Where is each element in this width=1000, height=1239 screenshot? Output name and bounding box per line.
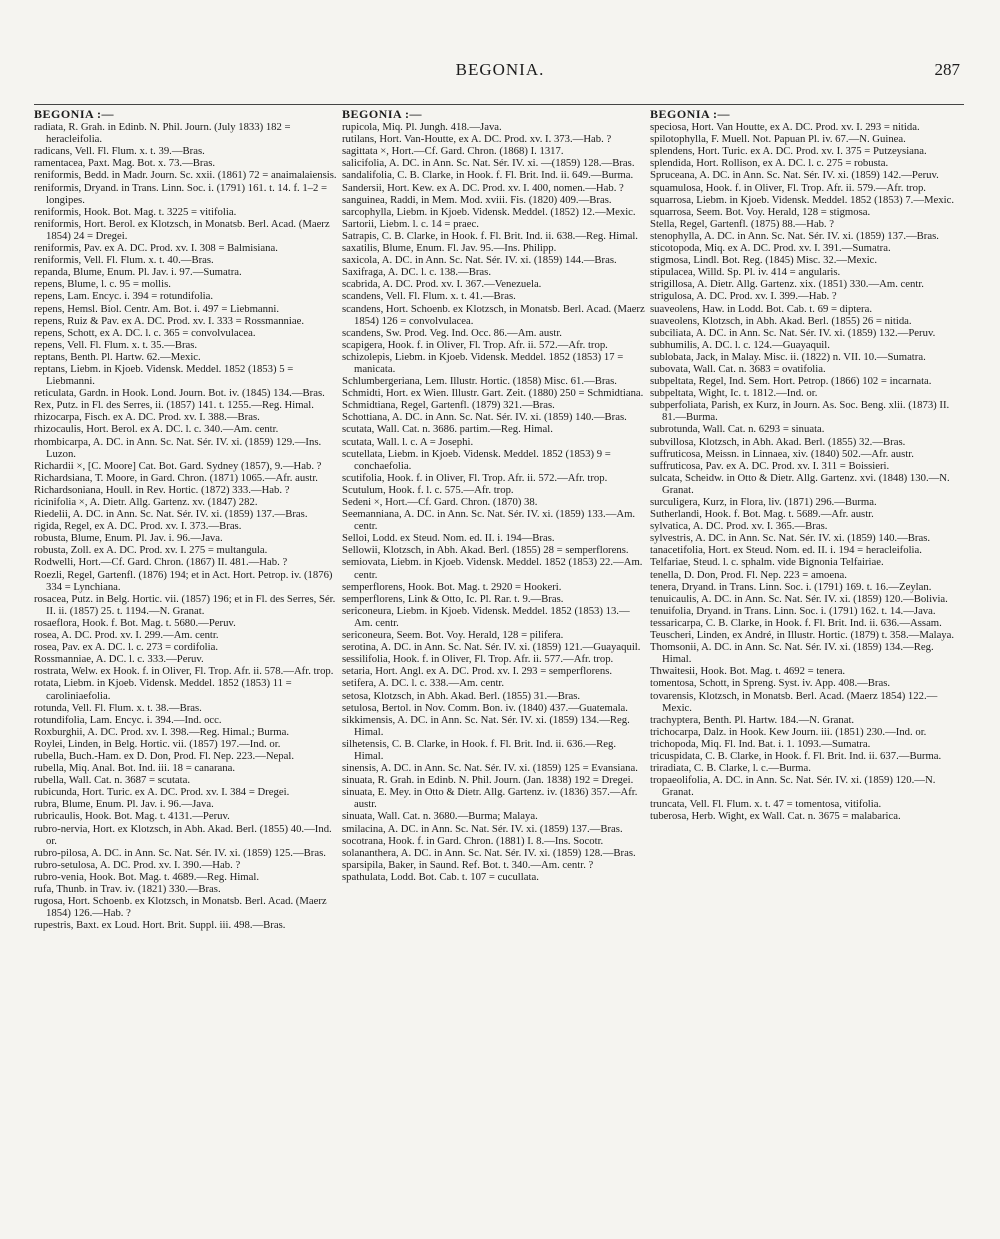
index-entry: setulosa, Bertol. in Nov. Comm. Bon. iv. (1840) 437.—Guatemala. [342, 701, 628, 714]
index-entry: subrotunda, Wall. Cat. n. 6293 = sinuata. [650, 423, 825, 436]
index-entry: stipulacea, Willd. Sp. Pl. iv. 414 = angularis. [650, 266, 841, 279]
index-entry: smilacina, A. DC. in Ann. Sc. Nat. Sér. IV. xi. (1859) 137.—Bras. [342, 822, 623, 835]
index-entry: splendens, Hort. Turic. ex A. DC. Prod. xv. I. 375 = Putzeysiana. [650, 145, 927, 158]
index-entry: squarrosa, Liebm. in Kjoeb. Vidensk. Meddel. 1852 (1853) 7.—Mexic. [650, 193, 954, 206]
index-entry: reniformis, Bedd. in Madr. Journ. Sc. xxii. (1861) 72 = anaimalaiensis. [34, 169, 337, 182]
index-entry: Riedelii, A. DC. in Ann. Sc. Nat. Sér. IV. xi. (1859) 137.—Bras. [34, 508, 308, 521]
index-entry: robusta, Blume, Enum. Pl. Jav. i. 96.—Java. [34, 532, 223, 545]
index-entry: rubra, Blume, Enum. Pl. Jav. i. 96.—Java. [34, 798, 214, 811]
index-entry: rotundifolia, Lam. Encyc. i. 394.—Ind. occ. [34, 713, 222, 726]
index-entry: sarcophylla, Liebm. in Kjoeb. Vidensk. Meddel. (1852) 12.—Mexic. [342, 205, 636, 218]
index-entry: sericoneura, Liebm. in Kjoeb. Vidensk. Meddel. 1852 (1853) 13.—Am. centr. [342, 604, 630, 629]
index-entry: Seemanniana, A. DC. in Ann. Sc. Nat. Sér. IV. xi. (1859) 133.—Am. centr. [342, 508, 636, 533]
index-entry: Satrapis, C. B. Clarke, in Hook. f. Fl. Brit. Ind. ii. 638.—Reg. Himal. [342, 229, 638, 242]
index-entry: trachyptera, Benth. Pl. Hartw. 184.—N. Granat. [650, 713, 855, 726]
index-entry: suffruticosa, Meissn. in Linnaea, xiv. (1840) 502.—Afr. austr. [650, 447, 914, 460]
index-entry: squamulosa, Hook. f. in Oliver, Fl. Trop. Afr. ii. 579.—Afr. trop. [650, 181, 926, 194]
index-entry: tomentosa, Schott, in Spreng. Syst. iv. App. 408.—Bras. [650, 677, 891, 690]
index-entry: schizolepis, Liebm. in Kjoeb. Vidensk. Meddel. 1852 (1853) 17 = manicata. [342, 350, 624, 375]
index-entry: rupicola, Miq. Pl. Jungh. 418.—Java. [342, 121, 502, 134]
index-entry: setaria, Hort. Angl. ex A. DC. Prod. xv. I. 293 = semperflorens. [342, 665, 613, 678]
index-entry: Teuscheri, Linden, ex André, in Illustr. Hortic. (1879) t. 358.—Malaya. [650, 629, 955, 642]
index-entry: ramentacea, Paxt. Mag. Bot. x. 73.—Bras. [34, 157, 216, 170]
index-entry: scutifolia, Hook. f. in Oliver, Fl. Trop. Afr. ii. 572.—Afr. trop. [342, 471, 608, 484]
index-entry: rutilans, Hort. Van-Houtte, ex A. DC. Prod. xv. I. 373.—Hab. ? [342, 133, 612, 146]
column-heading: BEGONIA :— [342, 108, 423, 121]
index-entry: scandens, Vell. Fl. Flum. x. t. 41.—Bras. [342, 290, 516, 303]
index-entry: rufa, Thunb. in Trav. iv. (1821) 330.—Bras. [34, 883, 221, 895]
index-entry: triradiata, C. B. Clarke, l. c.—Burma. [650, 762, 811, 775]
index-entry: spathulata, Lodd. Bot. Cab. t. 107 = cucullata. [342, 870, 539, 883]
index-entry: radiata, R. Grah. in Edinb. N. Phil. Journ. (July 1833) 182 = heracleifolia. [34, 121, 291, 146]
index-entry: subvillosa, Klotzsch, in Abh. Akad. Berl. (1855) 32.—Bras. [650, 435, 906, 448]
index-entry: tovarensis, Klotzsch, in Monatsb. Berl. Acad. (Maerz 1854) 122.—Mexic. [650, 689, 938, 714]
index-entry: Sandersii, Hort. Kew. ex A. DC. Prod. xv. I. 400, nomen.—Hab. ? [342, 181, 624, 194]
index-entry: semiovata, Liebm. in Kjoeb. Vidensk. Meddel. 1852 (1853) 22.—Am. centr. [342, 556, 643, 581]
index-entry: rubro-pilosa, A. DC. in Ann. Sc. Nat. Sér. IV. xi. (1859) 125.—Bras. [34, 846, 326, 859]
index-entry: spilotophylla, F. Muell. Not. Papuan Pl. iv. 67.—N. Guinea. [650, 133, 906, 146]
index-entry: Rex, Putz. in Fl. des Serres, ii. (1857) 141. t. 1255.—Reg. Himal. [34, 399, 314, 412]
index-entry: sikkimensis, A. DC. in Ann. Sc. Nat. Sér. IV. xi. (1859) 134.—Reg. Himal. [342, 713, 630, 738]
index-entry: tricuspidata, C. B. Clarke, in Hook. f. Fl. Brit. Ind. ii. 637.—Burma. [650, 749, 942, 762]
index-entry: rubella, Miq. Anal. Bot. Ind. iii. 18 = canarana. [34, 762, 236, 775]
index-entry: rotunda, Vell. Fl. Flum. x. t. 38.—Bras. [34, 701, 202, 714]
index-entry: scapigera, Hook. f. in Oliver, Fl. Trop. Afr. ii. 572.—Afr. trop. [342, 338, 608, 351]
index-entry: saxicola, A. DC. in Ann. Sc. Nat. Sér. IV. xi. (1859) 144.—Bras. [342, 254, 617, 267]
index-entry: sinuata, Wall. Cat. n. 3680.—Burma; Malaya. [342, 810, 538, 823]
index-entry: salicifolia, A. DC. in Ann. Sc. Nat. Sér. IV. xi. —(1859) 128.—Bras. [342, 157, 635, 170]
index-entry: sylvatica, A. DC. Prod. xv. I. 365.—Bras. [650, 520, 828, 533]
running-head [0, 60, 1000, 88]
index-entry: tuberosa, Herb. Wight, ex Wall. Cat. n. 3675 = malabarica. [650, 810, 901, 823]
index-entry: sagittata ×, Hort.—Cf. Gard. Chron. (1868) I. 1317. [342, 145, 564, 158]
index-entry: Rossmanniae, A. DC. l. c. 333.—Peruv. [34, 653, 204, 666]
column-heading: BEGONIA :— [34, 108, 115, 121]
index-entry: Thwaitesii, Hook. Bot. Mag. t. 4692 = tenera. [650, 665, 846, 678]
index-entry: rigida, Regel, ex A. DC. Prod. xv. I. 373.—Bras. [34, 520, 242, 533]
index-entry: tenera, Dryand. in Trans. Linn. Soc. i. (1791) 169. t. 16.—Zeylan. [650, 580, 932, 593]
index-entry: silhetensis, C. B. Clarke, in Hook. f. Fl. Brit. Ind. ii. 636.—Reg. Himal. [342, 737, 617, 762]
index-entry: scutata, Wall. Cat. n. 3686. partim.—Reg. Himal. [342, 423, 553, 436]
index-entry: Roezli, Regel, Gartenfl. (1876) 194; et in Act. Hort. Petrop. iv. (1876) 334 = Lynchiana. [34, 568, 333, 593]
index-entry: suffruticosa, Pav. ex A. DC. Prod. xv. I. 311 = Boissieri. [650, 459, 890, 472]
text-column-2 [342, 108, 646, 1228]
index-entry: Roylei, Linden, in Belg. Hortic. vii. (1857) 197.—Ind. or. [34, 737, 281, 750]
index-entry: trichopoda, Miq. Fl. Ind. Bat. i. 1. 1093.—Sumatra. [650, 737, 871, 750]
index-entry: Richardsiana, T. Moore, in Gard. Chron. (1871) 1065.—Afr. austr. [34, 471, 318, 484]
index-entry: Telfariae, Steud. l. c. sphalm. vide Bignonia Telfairiae. [650, 556, 884, 569]
index-entry: reptans, Liebm. in Kjoeb. Vidensk. Meddel. 1852 (1853) 5 = Liebmanni. [34, 362, 294, 388]
index-entry: sinuata, E. Mey. in Otto & Dietr. Allg. Gartenz. iv. (1836) 357.—Afr. austr. [342, 786, 638, 811]
index-entry: squarrosa, Seem. Bot. Voy. Herald, 128 = stigmosa. [650, 205, 871, 218]
index-entry: suaveolens, Klotzsch, in Abh. Akad. Berl. (1855) 26 = nitida. [650, 314, 912, 327]
index-entry: Richardii ×, [C. Moore] Cat. Bot. Gard. Sydney (1857), 9.—Hab. ? [34, 459, 322, 472]
index-entry: subovata, Wall. Cat. n. 3683 = ovatifolia. [650, 362, 826, 375]
index-entry: repanda, Blume, Enum. Pl. Jav. i. 97.—Sumatra. [34, 266, 242, 279]
index-entry: strigillosa, A. Dietr. Allg. Gartenz. xix. (1851) 330.—Am. centr. [650, 278, 924, 291]
index-entry: rotata, Liebm. in Kjoeb. Vidensk. Meddel. 1852 (1853) 11 = caroliniaefolia. [34, 677, 292, 702]
header-rule [34, 104, 964, 105]
index-entry: Richardsoniana, Houll. in Rev. Hortic. (1872) 333.—Hab. ? [34, 483, 290, 496]
index-entry: rosaeflora, Hook. f. Bot. Mag. t. 5680.—Peruv. [34, 616, 236, 629]
index-entry: tenuicaulis, A. DC. in Ann. Sc. Nat. Sér. IV. xi. (1859) 120.—Bolivia. [650, 592, 948, 605]
index-entry: Rodwelli, Hort.—Cf. Gard. Chron. (1867) II. 481.—Hab. ? [34, 556, 288, 569]
index-entry: solananthera, A. DC. in Ann. Sc. Nat. Sér. IV. xi. (1859) 128.—Bras. [342, 846, 636, 859]
index-entry: sericoneura, Seem. Bot. Voy. Herald, 128 = pilifera. [342, 629, 564, 642]
index-entry: sandalifolia, C. B. Clarke, in Hook. f. Fl. Brit. Ind. ii. 649.—Burma. [342, 169, 634, 182]
index-entry: Spruceana, A. DC. in Ann. Sc. Nat. Sér. IV. xi. (1859) 142.—Peruv. [650, 169, 939, 182]
index-entry: Saxifraga, A. DC. l. c. 138.—Bras. [342, 266, 492, 279]
index-entry: Roxburghii, A. DC. Prod. xv. I. 398.—Reg. Himal.; Burma. [34, 725, 290, 738]
index-entry: sinensis, A. DC. in Ann. Sc. Nat. Sér. IV. xi. (1859) 125 = Evansiana. [342, 762, 638, 775]
index-entry: Schottiana, A. DC. in Ann. Sc. Nat. Sér. IV. xi. (1859) 140.—Bras. [342, 411, 627, 424]
index-entry: tropaeolifolia, A. DC. in Ann. Sc. Nat. Sér. IV. xi. (1859) 120.—N. Granat. [650, 774, 936, 799]
index-entry: Sellowii, Klotzsch, in Abh. Akad. Berl. (1855) 28 = semperflorens. [342, 544, 629, 557]
index-entry: Thomsonii, A. DC. in Ann. Sc. Nat. Sér. IV. xi. (1859) 134.—Reg. Himal. [650, 641, 934, 666]
index-entry: rhombicarpa, A. DC. in Ann. Sc. Nat. Sér. IV. xi. (1859) 129.—Ins. Luzon. [34, 435, 322, 460]
index-entry: rostrata, Welw. ex Hook. f. in Oliver, Fl. Trop. Afr. ii. 578.—Afr. trop. [34, 665, 334, 678]
index-entry: reticulata, Gardn. in Hook. Lond. Journ. Bot. iv. (1845) 134.—Bras. [34, 387, 325, 400]
index-entry: Schmidtiana, Regel, Gartenfl. (1879) 321.—Bras. [342, 399, 555, 412]
index-entry: sessilifolia, Hook. f. in Oliver, Fl. Trop. Afr. ii. 577.—Afr. trop. [342, 653, 614, 666]
index-entry: scandens, Hort. Schoenb. ex Klotzsch, in Monatsb. Berl. Acad. (Maerz 1854) 126 = convolvulacea. [342, 302, 645, 327]
index-entry: rhizocaulis, Hort. Berol. ex A. DC. l. c. 340.—Am. centr. [34, 423, 279, 436]
index-entry: subhumilis, A. DC. l. c. 124.—Guayaquil. [650, 338, 830, 351]
index-entry: rubicunda, Hort. Turic. ex A. DC. Prod. xv. I. 384 = Dregei. [34, 786, 290, 799]
index-entry: reniformis, Hook. Bot. Mag. t. 3225 = vitifolia. [34, 205, 237, 218]
index-entry: scutata, Wall. l. c. A = Josephi. [342, 435, 474, 448]
column-heading: BEGONIA :— [650, 108, 731, 121]
index-entry: stenophylla, A. DC. in Ann. Sc. Nat. Sér. IV. xi. (1859) 137.—Bras. [650, 229, 939, 242]
text-column-3 [650, 108, 964, 1228]
index-entry: rosea, A. DC. Prod. xv. I. 299.—Am. centr. [34, 629, 219, 642]
index-entry: tenuifolia, Dryand. in Trans. Linn. Soc. i. (1791) 162. t. 14.—Java. [650, 604, 936, 617]
index-entry: Sartorii, Liebm. l. c. 14 = praec. [342, 217, 479, 230]
index-entry: sulcata, Scheidw. in Otto & Dietr. Allg. Gartenz. xvi. (1848) 130.—N. Granat. [650, 471, 950, 496]
index-entry: robusta, Zoll. ex A. DC. Prod. xv. I. 275 = multangula. [34, 544, 268, 557]
index-entry: rosea, Pav. ex A. DC. l. c. 273 = cordifolia. [34, 641, 219, 654]
index-entry: Schlumbergeriana, Lem. Illustr. Hortic. (1858) Misc. 61.—Bras. [342, 375, 617, 388]
page-number: 287 [934, 60, 960, 79]
index-entry: reniformis, Hort. Berol. ex Klotzsch, in Monatsb. Berl. Acad. (Maerz 1854) 24 = Dregei. [34, 217, 330, 242]
index-entry: radicans, Vell. Fl. Flum. x. t. 39.—Bras. [34, 145, 205, 158]
index-entry: trichocarpa, Dalz. in Hook. Kew Journ. iii. (1851) 230.—Ind. or. [650, 725, 927, 738]
index-entry: scandens, Sw. Prod. Veg. Ind. Occ. 86.—Am. austr. [342, 326, 562, 339]
index-entry: Sedeni ×, Hort.—Cf. Gard. Chron. (1870) 38. [342, 496, 538, 508]
index-entry: Scutulum, Hook. f. l. c. 575.—Afr. trop. [342, 483, 514, 496]
index-entry: repens, Schott, ex A. DC. l. c. 365 = convolvulacea. [34, 326, 256, 339]
index-entry: sylvestris, A. DC. in Ann. Sc. Nat. Sér. IV. xi. (1859) 140.—Bras. [650, 532, 931, 545]
index-entry: repens, Vell. Fl. Flum. x. t. 35.—Bras. [34, 338, 198, 351]
index-entry: tanacetifolia, Hort. ex Steud. Nom. ed. II. i. 194 = heracleifolia. [650, 544, 922, 557]
index-entry: sinuata, R. Grah. in Edinb. N. Phil. Journ. (Jan. 1838) 192 = Dregei. [342, 774, 634, 787]
index-entry: Sutherlandi, Hook. f. Bot. Mag. t. 5689.—Afr. austr. [650, 508, 874, 521]
text-column-1 [34, 108, 338, 1228]
index-entry: rhizocarpa, Fisch. ex A. DC. Prod. xv. I. 388.—Bras. [34, 411, 260, 424]
index-entry: sparsipila, Baker, in Saund. Ref. Bot. t. 340.—Am. centr. ? [342, 858, 594, 871]
index-entry: subperfoliata, Parish, ex Kurz, in Journ. As. Soc. Beng. xlii. (1873) II. 81.—Burma. [650, 399, 950, 424]
index-entry: sublobata, Jack, in Malay. Misc. ii. (1822) n. VII. 10.—Sumatra. [650, 350, 926, 363]
index-entry: Schmidti, Hort. ex Wien. Illustr. Gart. Zeit. (1880) 250 = Schmidtiana. [342, 387, 644, 400]
index-entry: socotrana, Hook. f. in Gard. Chron. (1881) I. 8.—Ins. Socotr. [342, 834, 604, 847]
index-entry: rubro-setulosa, A. DC. Prod. xv. I. 390.—Hab. ? [34, 858, 241, 871]
index-entry: subpeltata, Regel, Ind. Sem. Hort. Petrop. (1866) 102 = incarnata. [650, 375, 932, 388]
index-entry: rugosa, Hort. Schoenb. ex Klotzsch, in Monatsb. Berl. Acad. (Maerz 1854) 126.—Hab. ? [34, 895, 327, 920]
index-entry: rubella, Buch.-Ham. ex D. Don, Prod. Fl. Nep. 223.—Nepal. [34, 749, 295, 762]
index-entry: rosacea, Putz. in Belg. Hortic. vii. (1857) 196; et in Fl. des Serres, Sér. II. ii. (1857) 25. t. 1194.—N. Granat. [34, 592, 336, 617]
index-entry: sticotopoda, Miq. ex A. DC. Prod. xv. I. 391.—Sumatra. [650, 242, 891, 255]
index-entry: saxatilis, Blume, Enum. Fl. Jav. 95.—Ins. Philipp. [342, 242, 557, 255]
index-entry: ricinifolia ×, A. Dietr. Allg. Gartenz. xv. (1847) 282. [34, 496, 258, 508]
index-entry: sanguinea, Raddi, in Mem. Mod. xviii. Fis. (1820) 409.—Bras. [342, 193, 612, 206]
index-entry: setifera, A. DC. l. c. 338.—Am. centr. [342, 677, 505, 690]
index-entry: subpeltata, Wight, Ic. t. 1812.—Ind. or. [650, 387, 818, 400]
index-entry: repens, Hemsl. Biol. Centr. Am. Bot. i. 497 = Liebmanni. [34, 302, 279, 315]
index-entry: repens, Blume, l. c. 95 = mollis. [34, 278, 171, 291]
index-entry: repens, Ruiz & Pav. ex A. DC. Prod. xv. I. 333 = Rossmanniae. [34, 314, 305, 327]
index-entry: scutellata, Liebm. in Kjoeb. Vidensk. Meddel. 1852 (1853) 9 = conchaefolia. [342, 447, 611, 472]
index-entry: serotina, A. DC. in Ann. Sc. Nat. Sér. IV. xi. (1859) 121.—Guayaquil. [342, 641, 641, 654]
index-entry: rupestris, Baxt. ex Loud. Hort. Brit. Suppl. iii. 498.—Bras. [34, 919, 286, 932]
index-entry: setosa, Klotzsch, in Abh. Akad. Berl. (1855) 31.—Bras. [342, 689, 581, 702]
index-entry: rubro-nervia, Hort. ex Klotzsch, in Abh. Akad. Berl. (1855) 40.—Ind. or. [34, 822, 332, 847]
index-entry: suaveolens, Haw. in Lodd. Bot. Cab. t. 69 = diptera. [650, 302, 873, 315]
index-entry: speciosa, Hort. Van Houtte, ex A. DC. Prod. xv. I. 293 = nitida. [650, 121, 920, 134]
index-entry: truncata, Vell. Fl. Flum. x. t. 47 = tomentosa, vitifolia. [650, 798, 882, 811]
index-entry: strigulosa, A. DC. Prod. xv. I. 399.—Hab. ? [650, 290, 837, 303]
index-entry: semperflorens, Link & Otto, Ic. Pl. Rar. t. 9.—Bras. [342, 592, 564, 605]
index-entry: Stella, Regel, Gartenfl. (1875) 88.—Hab. ? [650, 217, 835, 230]
index-entry: rubricaulis, Hook. Bot. Mag. t. 4131.—Peruv. [34, 810, 230, 823]
index-entry: rubella, Wall. Cat. n. 3687 = scutata. [34, 774, 191, 787]
index-entry: reniformis, Dryand. in Trans. Linn. Soc. i. (1791) 161. t. 14. f. 1–2 = longipes. [34, 181, 328, 206]
index-entry: semperflorens, Hook. Bot. Mag. t. 2920 = Hookeri. [342, 580, 562, 593]
index-entry: tenella, D. Don, Prod. Fl. Nep. 223 = amoena. [650, 568, 847, 581]
index-entry: subciliata, A. DC. in Ann. Sc. Nat. Sér. IV. xi. (1859) 132.—Peruv. [650, 326, 936, 339]
index-entry: stigmosa, Lindl. Bot. Reg. (1845) Misc. 32.—Mexic. [650, 254, 878, 267]
index-entry: surculigera, Kurz, in Flora, liv. (1871) 296.—Burma. [650, 496, 877, 508]
index-entry: repens, Lam. Encyc. i. 394 = rotundifolia. [34, 290, 214, 303]
index-entry: scabrida, A. DC. Prod. xv. I. 367.—Venezuela. [342, 278, 542, 291]
index-entry: rubro-venia, Hook. Bot. Mag. t. 4689.—Reg. Himal. [34, 870, 260, 883]
index-entry: reniformis, Vell. Fl. Flum. x. t. 40.—Bras. [34, 254, 214, 267]
page-title: BEGONIA. [455, 60, 545, 79]
index-entry: reptans, Benth. Pl. Hartw. 62.—Mexic. [34, 350, 201, 363]
index-entry: splendida, Hort. Rollison, ex A. DC. l. c. 275 = robusta. [650, 157, 889, 170]
index-entry: Selloi, Lodd. ex Steud. Nom. ed. II. i. 194—Bras. [342, 532, 555, 545]
index-entry: reniformis, Pav. ex A. DC. Prod. xv. I. 308 = Balmisiana. [34, 242, 278, 255]
index-entry: tessaricarpa, C. B. Clarke, in Hook. f. Fl. Brit. Ind. ii. 636.—Assam. [650, 616, 942, 629]
